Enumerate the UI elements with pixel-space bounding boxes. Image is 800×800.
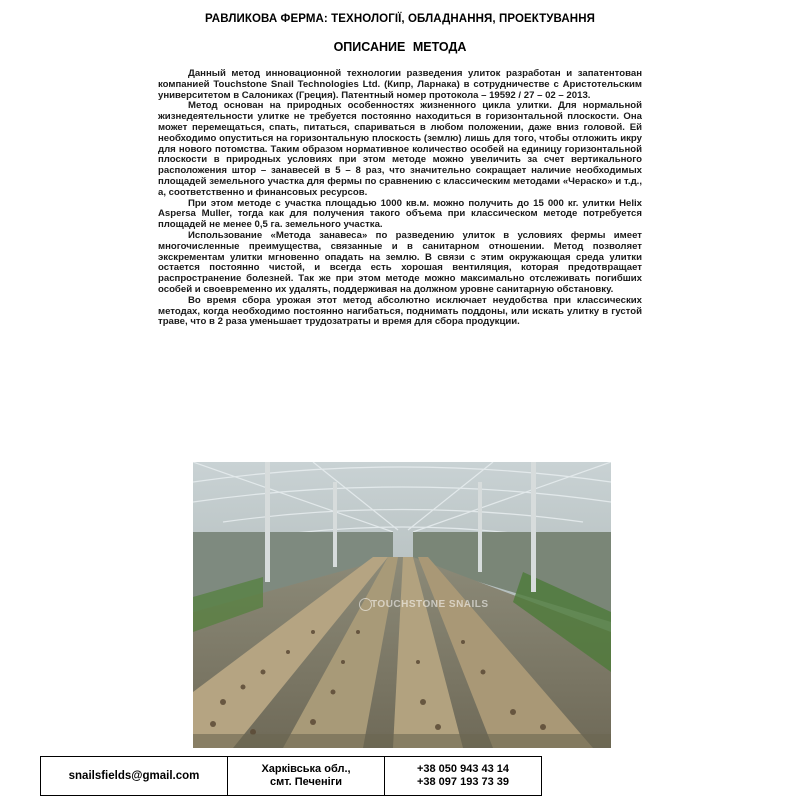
- paragraph: Данный метод инновационной технологии разведения улиток разработан и запатентован компанией Touchstone Snail Technologies Ltd. (Кипр, Ларнака) в сотрудничестве с Аристотельским университетом в Салониках (Греция). Патентный номер протокола – 19592 / 27 – 02 – 2013.: [158, 68, 642, 101]
- photo-watermark: TOUCHSTONE SNAILS: [371, 599, 489, 610]
- footer-phone-cell: [385, 757, 541, 795]
- phone-1[interactable]: +38 050 943 43 14: [416, 763, 510, 775]
- address-line-1: Харківська обл.,: [261, 763, 351, 775]
- contact-footer: [40, 756, 542, 796]
- document-page: [113, 0, 687, 800]
- paragraph: Использование «Метода занавеса» по разведению улиток в условиях фермы имеет многочисленные преимущества, связанные и в санитарном отношении. Метод позволяет экскрементам улитки мгновенно опадать на землю. В связи с этим окружающая среда улитки остается постоянно чистой, и всегда есть хорошая вентиляция, которая предотвращает распространение болезней. Так же при этом методе можно максимально отслеживать погибших особей и своевременно их удалять, поддерживая на должном уровне санитарную обстановку.: [158, 229, 642, 295]
- greenhouse-photo: [193, 462, 611, 748]
- contact-email[interactable]: snailsfields@gmail.com: [68, 769, 200, 782]
- document-header: РАВЛИКОВА ФЕРМА: ТЕХНОЛОГІЇ, ОБЛАДНАННЯ, ПРОЕКТУВАННЯ: [205, 13, 595, 25]
- paragraph: При этом методе с участка площадью 1000 кв.м. можно получить до 15 000 кг. улитки Helix Aspersa Muller, тогда как для получения такого объема при классическом методе потребуется площадей не менее 0,5 га. земельного участка.: [158, 197, 642, 231]
- footer-email-cell: [41, 757, 228, 795]
- address-line-2: смт. Печеніги: [269, 776, 343, 788]
- paragraph: Метод основан на природных особенностях жизненного цикла улитки. Для нормальной жизнедеятельности улитке не требуется постоянно находиться в горизонтальной плоскости. Она может перемещаться, спать, питаться, спариваться в любом положении, даже вниз головой. Ей необходимо опуститься на горизонтальную плоскость (землю) лишь для того, чтобы отложить икру для нового потомства. Таким образом нормативное количество особей на единицу горизонтальной плоскости в природных условиях при этом методе можно увеличить за счет вертикального расположения штор – занавесей в 5 – 8 раз, что значительно сокращает наличие необходимых площадей земельного участка для фермы по сравнению с классическим методами «Чераско» и т.д., а, соответственно и финансовых ресурсов.: [158, 100, 642, 198]
- paragraph: Во время сбора урожая этот метод абсолютно исключает неудобства при классических методах, когда необходимо постоянно нагибаться, поднимать поддоны, или искать улитку в густой траве, что в 2 раза уменьшает трудозатраты и время для сбора продукции.: [158, 294, 642, 328]
- body-text: [158, 69, 642, 328]
- section-title: ОПИСАНИЕ МЕТОДА: [333, 40, 467, 54]
- footer-address-cell: [228, 757, 385, 795]
- phone-2[interactable]: +38 097 193 73 39: [416, 776, 510, 788]
